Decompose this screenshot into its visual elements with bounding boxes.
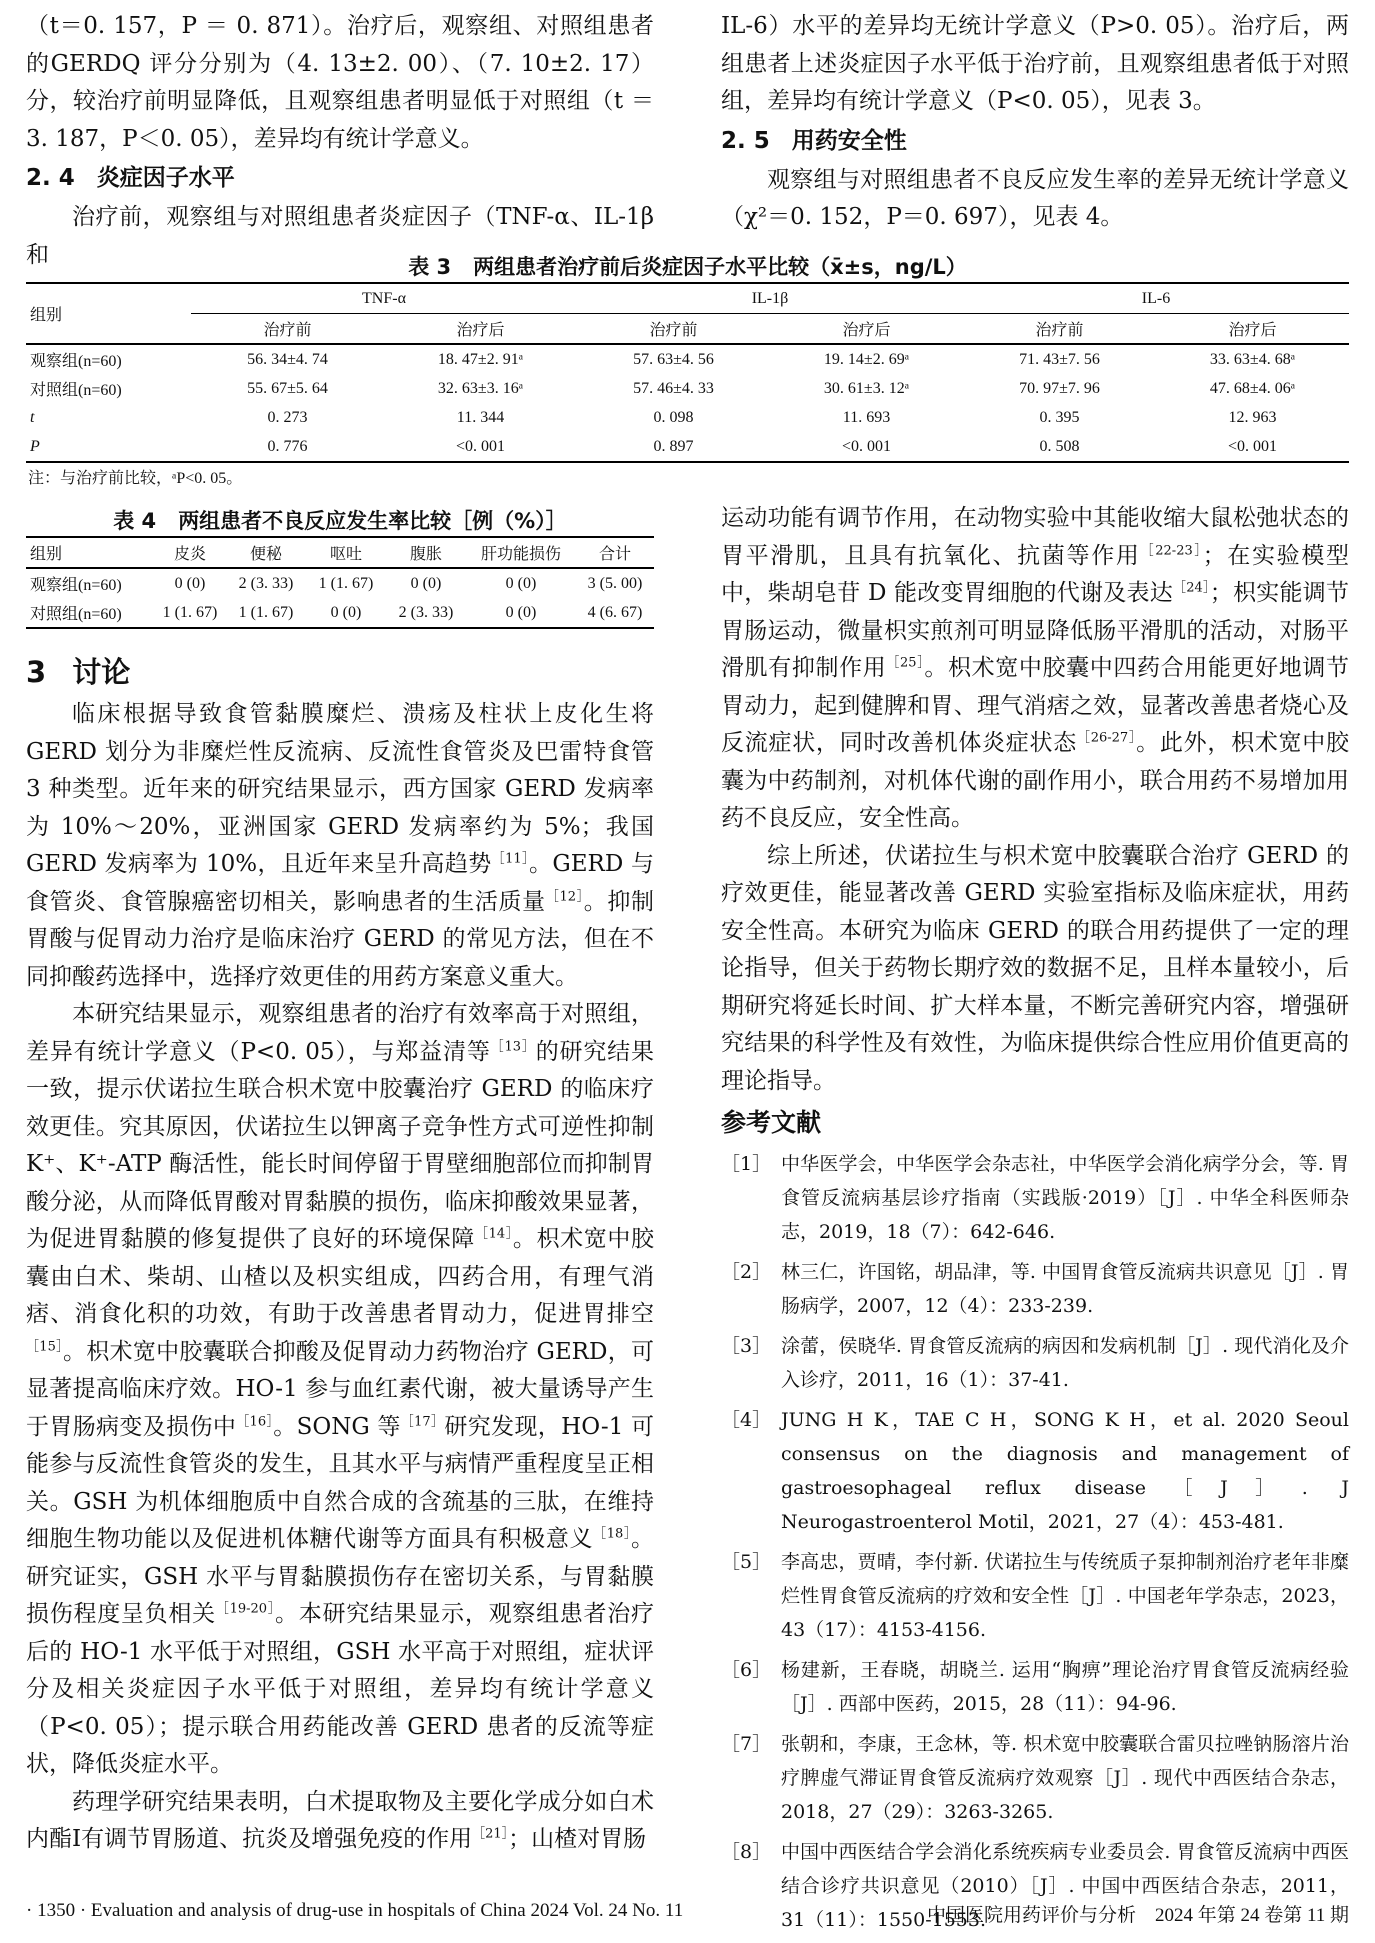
references-heading: 参考文献 bbox=[721, 1108, 822, 1137]
factor-header-tnf: TNF-α bbox=[191, 283, 577, 314]
row-label: t bbox=[30, 408, 35, 426]
row-label: P bbox=[30, 437, 40, 455]
cell: 57. 63±4. 56 bbox=[633, 350, 714, 368]
table-row bbox=[26, 568, 654, 598]
column-header: 肝功能损伤 bbox=[480, 546, 561, 563]
table-row bbox=[26, 374, 1349, 403]
cell: 57. 46±4. 33 bbox=[633, 379, 714, 397]
table-number: 表 4 bbox=[113, 509, 157, 533]
factor-header-il1b: IL-1β bbox=[577, 283, 963, 314]
factor-header-il6: IL-6 bbox=[963, 283, 1349, 314]
subheader: 治疗后 bbox=[1228, 322, 1277, 339]
cell: 3 (5. 00) bbox=[587, 574, 643, 592]
top-left-column bbox=[26, 8, 654, 274]
table-row bbox=[26, 344, 1349, 374]
section-2-4-heading bbox=[26, 160, 654, 197]
reference-item: ［1］ 中华医学会，中华医学会杂志社，中华医学会消化病学分会，等. 胃食管反流病基层诊疗指南（实践版·2019）［J］. 中华全科医师杂志，2019，18（7）：642-646. bbox=[721, 1153, 1349, 1243]
cell: 4 (6. 67) bbox=[587, 603, 643, 621]
bottom-right-column bbox=[721, 500, 1349, 1943]
citation: ［21］ bbox=[472, 1826, 509, 1842]
table4-caption bbox=[26, 505, 654, 535]
cell: 0. 098 bbox=[653, 408, 694, 426]
table3-subheader-row bbox=[26, 314, 1349, 345]
cell: 55. 67±5. 64 bbox=[247, 379, 328, 397]
reference-item: ［7］ 张朝和，李康，王念林，等. 枳术宽中胶囊联合雷贝拉唑钠肠溶片治疗脾虚气滞证胃食管反流病疗效观察［J］. 现代中西医结合杂志，2018，27（29）：3263-3265. bbox=[721, 1733, 1349, 1823]
table-title: 两组患者不良反应发生率比较［例（%）］ bbox=[178, 509, 567, 533]
cell: 47. 68±4. 06ᵃ bbox=[1209, 379, 1296, 397]
table3-caption bbox=[0, 251, 1375, 281]
section-title: 讨论 bbox=[72, 655, 131, 689]
citation: ［19-20］ bbox=[215, 1601, 276, 1617]
citation: ［15］ bbox=[26, 1338, 63, 1354]
column-header: 腹胀 bbox=[409, 546, 442, 563]
discussion-column bbox=[26, 640, 654, 1859]
cell: 1 (1. 67) bbox=[318, 574, 374, 592]
subheader: 治疗前 bbox=[649, 322, 698, 339]
citation: ［12］ bbox=[545, 888, 584, 904]
citation: ［26-27］ bbox=[1076, 730, 1137, 746]
citation: ［13］ bbox=[490, 1038, 536, 1054]
subheader: 治疗前 bbox=[263, 322, 312, 339]
cell: 0 (0) bbox=[505, 603, 537, 621]
citation: ［17］ bbox=[400, 1413, 445, 1429]
subheader: 治疗前 bbox=[1035, 322, 1084, 339]
subheader: 治疗后 bbox=[456, 322, 505, 339]
cell: 18. 47±2. 91ᵃ bbox=[437, 350, 524, 368]
citation: ［22-23］ bbox=[1140, 542, 1203, 558]
citation: ［18］ bbox=[593, 1526, 632, 1542]
conclusion-paragraph: 综上所述，伏诺拉生与枳术宽中胶囊联合治疗 GERD 的疗效更佳，能显著改善 GERD 实验室指标及临床症状，用药安全性高。本研究为临床 GERD 的联合用药提供了一定的理论指导，但关于药物长期疗效的数据不足，且样本量较小，后期研究将延长时间、扩大样本量，不断完善研究内容，增强研究结果的科学性及有效性，为临床提供综合性应用价值更高的理论指导。 bbox=[721, 842, 1349, 1094]
section-2-5-heading bbox=[721, 123, 1349, 160]
cell: 11. 693 bbox=[842, 408, 891, 426]
row-label: 对照组(n=60) bbox=[30, 382, 122, 399]
cell: 0. 897 bbox=[653, 437, 694, 455]
reference-list bbox=[721, 1147, 1349, 1937]
footer-left: · 1350 · Evaluation and analysis of drug-use in hospitals of China 2024 Vol. 24 No. 11 bbox=[26, 1900, 684, 1921]
reference-item: ［8］ 中国中西医结合学会消化系统疾病专业委员会. 胃食管反流病中西医结合诊疗共识意见（2010）［J］. 中国中西医结合杂志，2011，31（11）：1550-1553. bbox=[721, 1841, 1349, 1931]
column-header: 呕吐 bbox=[329, 546, 362, 563]
cell: 0. 273 bbox=[267, 408, 308, 426]
cell: 0 (0) bbox=[330, 603, 362, 621]
cell: 0 (0) bbox=[410, 574, 442, 592]
cell: <0. 001 bbox=[841, 437, 892, 455]
cell: 33. 63±4. 68ᵃ bbox=[1209, 350, 1296, 368]
citation: ［24］ bbox=[1172, 580, 1210, 596]
table-row bbox=[26, 403, 1349, 432]
cell: 1 (1. 67) bbox=[238, 603, 294, 621]
table3 bbox=[26, 282, 1349, 463]
footer-right: 中国医院用药评价与分析 2024 年第 24 卷第 11 期 bbox=[926, 1905, 1349, 1926]
table-title: 两组患者治疗前后炎症因子水平比较（x̄±s，ng/L） bbox=[473, 255, 967, 279]
cell: 2 (3. 33) bbox=[398, 603, 454, 621]
reference-item: ［6］ 杨建新，王春晓，胡晓兰. 运用“胸痹”理论治疗胃食管反流病经验［J］. 西部中医药，2015，28（11）：94-96. bbox=[721, 1659, 1349, 1715]
inflammation-paragraph-start: 治疗前，观察组与对照组患者炎症因子（TNF-α、IL-1β 和 bbox=[26, 204, 654, 268]
citation: ［25］ bbox=[886, 655, 925, 671]
row-label: 对照组(n=60) bbox=[30, 606, 122, 623]
column-header: 合计 bbox=[598, 546, 631, 563]
safety-paragraph: 观察组与对照组患者不良反应发生率的差异无统计学意义（χ²＝0. 152，P＝0. 697），见表 4。 bbox=[721, 166, 1349, 230]
top-right-column bbox=[721, 8, 1349, 237]
cell: 12. 963 bbox=[1228, 408, 1277, 426]
discussion-paragraph-1: 临床根据导致食管黏膜糜烂、溃疡及柱状上皮化生将 GERD 划分为非糜烂性反流病、反流性食管炎及巴雷特食管 3 种类型。近年来的研究结果显示，西方国家 GERD 发病率为 10%～20%，亚洲国家 GERD 发病率约为 5%；我国 GERD 发病率为 10%，且近年来呈升高趋势$^{[11]}$。GERD 与食管炎、食管腺癌密切相关，影响患者的生活质量$^{[12]}$。抑制胃酸与促胃动力治疗是临床治疗 GERD 的常见方法，但在不同抑酸药选择中，选择疗效更佳的用药方案意义重大。 bbox=[26, 701, 655, 990]
discussion-paragraph-3: 药理学研究结果表明，白术提取物及主要化学成分如白术内酯Ⅰ有调节胃肠道、抗炎及增强免疫的作用$^{[21]}$；山楂对胃肠 bbox=[26, 1788, 654, 1852]
row-label: 观察组(n=60) bbox=[30, 353, 122, 370]
table-row bbox=[26, 598, 654, 628]
cell: 1 (1. 67) bbox=[162, 603, 218, 621]
cell: 0 (0) bbox=[505, 574, 537, 592]
cell: <0. 001 bbox=[1227, 437, 1278, 455]
reference-item: ［5］ 李高忠，贾晴，李付新. 伏诺拉生与传统质子泵抑制剂治疗老年非糜烂性胃食管反流病的疗效和安全性［J］. 中国老年学杂志，2023，43（17）：4153-4156. bbox=[721, 1551, 1349, 1641]
group-header: 组别 bbox=[26, 283, 191, 344]
row-label: 观察组(n=60) bbox=[30, 577, 122, 594]
pharmacology-paragraph-cont: 运动功能有调节作用，在动物实验中其能收缩大鼠松弛状态的胃平滑肌，且具有抗氧化、抗菌等作用$^{[22-23]}$；在实验模型中，柴胡皂苷 D 能改变胃细胞的代谢及表达$^{[24]}$；枳实能调节胃肠运动，微量枳实煎剂可明显降低肠平滑肌的活动，对肠平滑肌有抑制作用$^{[25]}$。枳术宽中胶囊中四药合用能更好地调节胃动力，起到健脾和胃、理气消痞之效，显著改善患者烧心及反流症状，同时改善机体炎症状态$^{[26-27]}$。此外，枳术宽中胶囊为中药制剂，对机体代谢的副作用小，联合用药不易增加用药不良反应，安全性高。 bbox=[721, 505, 1350, 831]
section-title: 炎症因子水平 bbox=[96, 165, 235, 191]
cell: 0. 395 bbox=[1039, 408, 1080, 426]
cell: 2 (3. 33) bbox=[238, 574, 294, 592]
cell: 0 (0) bbox=[174, 574, 206, 592]
cell: 11. 344 bbox=[456, 408, 505, 426]
subheader: 治疗后 bbox=[842, 322, 891, 339]
reference-item: ［4］ JUNG H K，TAE C H，SONG K H，et al. 2020 Seoul consensus on the diagnosis and management of gastroesophageal reflux disease［J］. J Neurogastroenterol Motil，2021，27（4）：453-481. bbox=[721, 1409, 1349, 1533]
table4 bbox=[26, 536, 654, 629]
table-row bbox=[26, 432, 1349, 462]
cell: 19. 14±2. 69ᵃ bbox=[823, 350, 910, 368]
table3-note: 注：与治疗前比较，ᵃP<0. 05。 bbox=[28, 470, 243, 487]
table3-header-row bbox=[26, 283, 1349, 314]
section-title: 用药安全性 bbox=[791, 127, 907, 154]
section-number: 3 bbox=[26, 655, 47, 689]
cell: 32. 63±3. 16ᵃ bbox=[437, 379, 524, 397]
reference-item: ［2］ 林三仁，许国铭，胡品津，等. 中国胃食管反流病共识意见［J］. 胃肠病学，2007，12（4）：233-239. bbox=[721, 1261, 1349, 1317]
cell: 70. 97±7. 96 bbox=[1019, 379, 1100, 397]
citation: ［11］ bbox=[491, 851, 529, 867]
cell: 56. 34±4. 74 bbox=[247, 350, 328, 368]
cell: 71. 43±7. 56 bbox=[1019, 350, 1100, 368]
column-header: 便秘 bbox=[249, 546, 282, 563]
table4-header-row bbox=[26, 537, 654, 568]
column-header: 皮炎 bbox=[173, 546, 206, 563]
results-paragraph-gerdq: （t＝0. 157，P ＝ 0. 871）。治疗后，观察组、对照组患者的GERDQ 评分分别为（4. 13±2. 00）、（7. 10±2. 17）分，较治疗前明显降低，且观察组患者明显低于对照组（t ＝ 3. 187，P＜0. 05），差异均有统计学意义。 bbox=[26, 13, 654, 152]
cell: 30. 61±3. 12ᵃ bbox=[823, 379, 910, 397]
citation: ［14］ bbox=[474, 1226, 513, 1242]
cell: <0. 001 bbox=[455, 437, 506, 455]
cell: 0. 776 bbox=[267, 437, 308, 455]
section-number: 2. 5 bbox=[721, 127, 770, 154]
section-3-heading bbox=[26, 650, 654, 694]
reference-item: ［3］ 涂蕾，侯晓华. 胃食管反流病的病因和发病机制［J］. 现代消化及介入诊疗，2011，16（1）：37-41. bbox=[721, 1335, 1349, 1391]
group-header: 组别 bbox=[30, 546, 63, 563]
discussion-paragraph-2: 本研究结果显示，观察组患者的治疗有效率高于对照组，差异有统计学意义（P<0. 05），与郑益清等$^{[13]}$的研究结果一致，提示伏诺拉生联合枳术宽中胶囊治疗 GERD 的临床疗效更佳。究其原因，伏诺拉生以钾离子竞争性方式可逆性抑制 K⁺、K⁺-ATP 酶活性，能长时间停留于胃壁细胞部位而抑制胃酸分泌，从而降低胃酸对胃黏膜的损伤，临床抑酸效果显著，为促进胃黏膜的修复提供了良好的环境保障$^{[14]}$。枳术宽中胶囊由白术、柴胡、山楂以及枳实组成，四药合用，有理气消痞、消食化积的功效，有助于改善患者胃动力，促进胃排空$^{[15]}$。枳术宽中胶囊联合抑酸及促胃动力药物治疗 GERD，可显著提高临床疗效。HO-1 参与血红素代谢，被大量诱导产生于胃肠病变及损伤中$^{[16]}$。SONG 等$^{[17]}$研究发现，HO-1 可能参与反流性食管炎的发生，且其水平与病情严重程度呈正相关。GSH 为机体细胞质中自然合成的含巯基的三肽，在维持细胞生物功能以及促进机体糖代谢等方面具有积极意义$^{[18]}$。研究证实，GSH 水平与胃黏膜损伤存在密切关系，与胃黏膜损伤程度呈负相关$^{[19-20]}$。本研究结果显示，观察组患者治疗后的 HO-1 水平低于对照组，GSH 水平高于对照组，症状评分及相关炎症因子水平低于对照组，差异均有统计学意义（P<0. 05）；提示联合用药能改善 GERD 患者的反流等症状，降低炎症水平。 bbox=[26, 1001, 655, 1777]
citation: ［16］ bbox=[236, 1413, 274, 1429]
section-number: 2. 4 bbox=[26, 165, 75, 191]
cell: 0. 508 bbox=[1039, 437, 1080, 455]
inflammation-paragraph-cont: IL-6）水平的差异均无统计学意义（P>0. 05）。治疗后，两组患者上述炎症因子水平低于治疗前，且观察组患者低于对照组，差异均有统计学意义（P<0. 05），见表 3。 bbox=[721, 13, 1349, 114]
table-number: 表 3 bbox=[408, 255, 452, 279]
